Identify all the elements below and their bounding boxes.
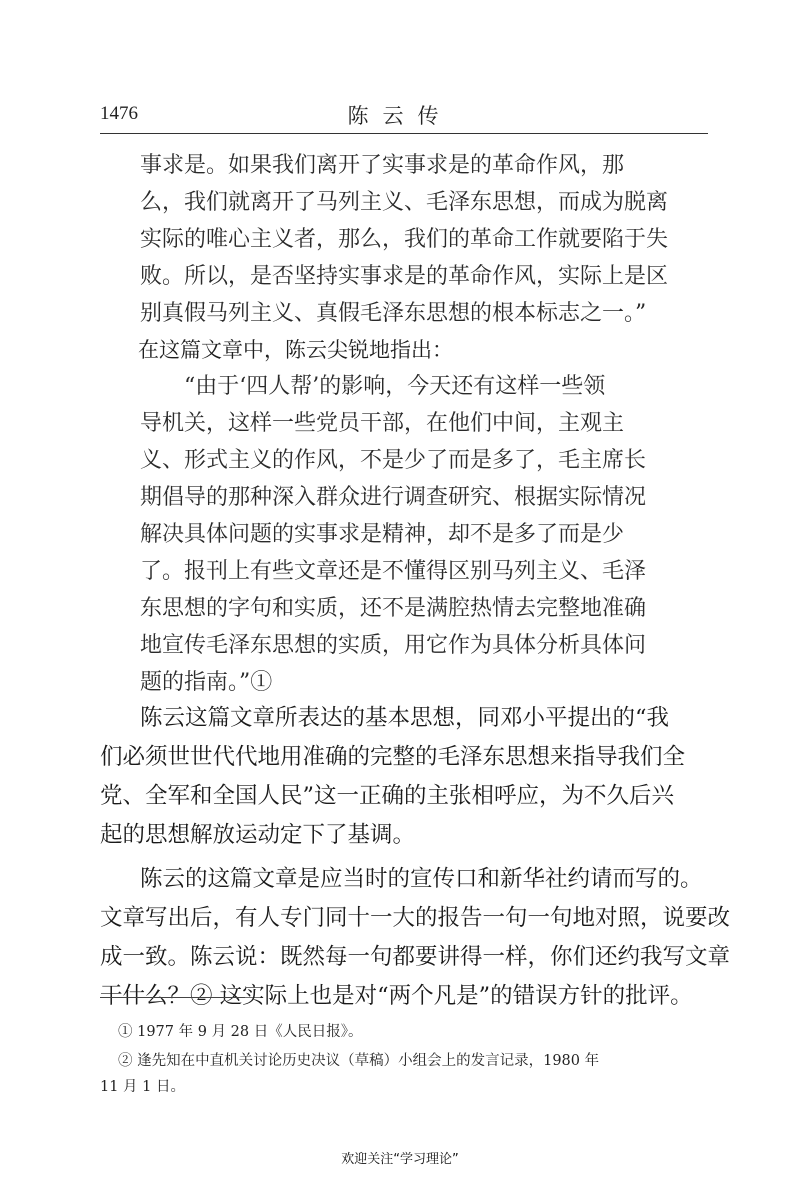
body-line: 起的思想解放运动定下了基调。: [100, 822, 416, 848]
footnote: ② 逢先知在中直机关讨论历史决议（草稿）小组会上的发言记录，1980 年: [118, 1053, 600, 1069]
quote1-line: 事求是。如果我们离开了实事求是的革命作风，那: [140, 153, 625, 178]
body-line: 党、全军和全国人民”这一正确的主张相呼应，为不久后兴: [100, 783, 675, 809]
book-title: 陈云传: [347, 104, 453, 128]
quote2-line: 解决具体问题的实事求是精神，却不是多了而是少: [140, 522, 625, 547]
page-number: 1476: [100, 103, 138, 124]
body-line: 陈云这篇文章所表达的基本思想，同邓小平提出的“我: [140, 705, 670, 731]
quote2-line: 导机关，这样一些党员干部，在他们中间，主观主: [140, 411, 625, 436]
quote2-line: “由于‘四人帮’的影响，今天还有这样一些领: [184, 374, 606, 399]
bottom-caption: 欢迎关注“学习理论”: [341, 1152, 459, 1167]
quote2-line: 地宣传毛泽东思想的实质，用它作为具体分析具体问: [140, 633, 647, 658]
quote1-line: 么，我们就离开了马列主义、毛泽东思想，而成为脱离: [140, 190, 669, 215]
quote1-line: 别真假马列主义、真假毛泽东思想的根本标志之一。”: [140, 301, 647, 326]
body-line: 成一致。陈云说：既然每一句都要讲得一样，你们还约我写文章: [100, 944, 731, 970]
footnote-rule: [100, 997, 245, 998]
body-line: 陈云的这篇文章是应当时的宣传口和新华社约请而写的。: [140, 866, 703, 892]
quote2-line: 期倡导的那种深入群众进行调查研究、根据实际情况: [140, 485, 647, 510]
footnote: 11 月 1 日。: [100, 1079, 186, 1095]
intro-line: 在这篇文章中，陈云尖锐地指出：: [138, 338, 453, 362]
footnote: ① 1977 年 9 月 28 日《人民日报》。: [118, 1024, 363, 1040]
quote2-line: 题的指南。”①: [140, 670, 273, 695]
quote1-line: 实际的唯心主义者，那么，我们的革命工作就要陷于失: [140, 227, 669, 252]
quote2-line: 东思想的字句和实质，还不是满腔热情去完整地准确: [140, 596, 647, 621]
quote2-line: 义、形式主义的作风，不是少了而是多了，毛主席长: [140, 448, 647, 473]
quote2-line: 了。报刊上有些文章还是不懂得区别马列主义、毛泽: [140, 559, 647, 584]
quote1-line: 败。所以，是否坚持实事求是的革命作风，实际上是区: [140, 264, 669, 289]
body-line: 文章写出后，有人专门同十一大的报告一句一句地对照，说要改: [100, 905, 731, 931]
body-line: 们必须世世代代地用准确的完整的毛泽东思想来指导我们全: [100, 744, 686, 770]
header-rule: [100, 133, 708, 134]
body-line: 干什么？② 这实际上也是对“两个凡是”的错误方针的批评。: [100, 983, 693, 1009]
